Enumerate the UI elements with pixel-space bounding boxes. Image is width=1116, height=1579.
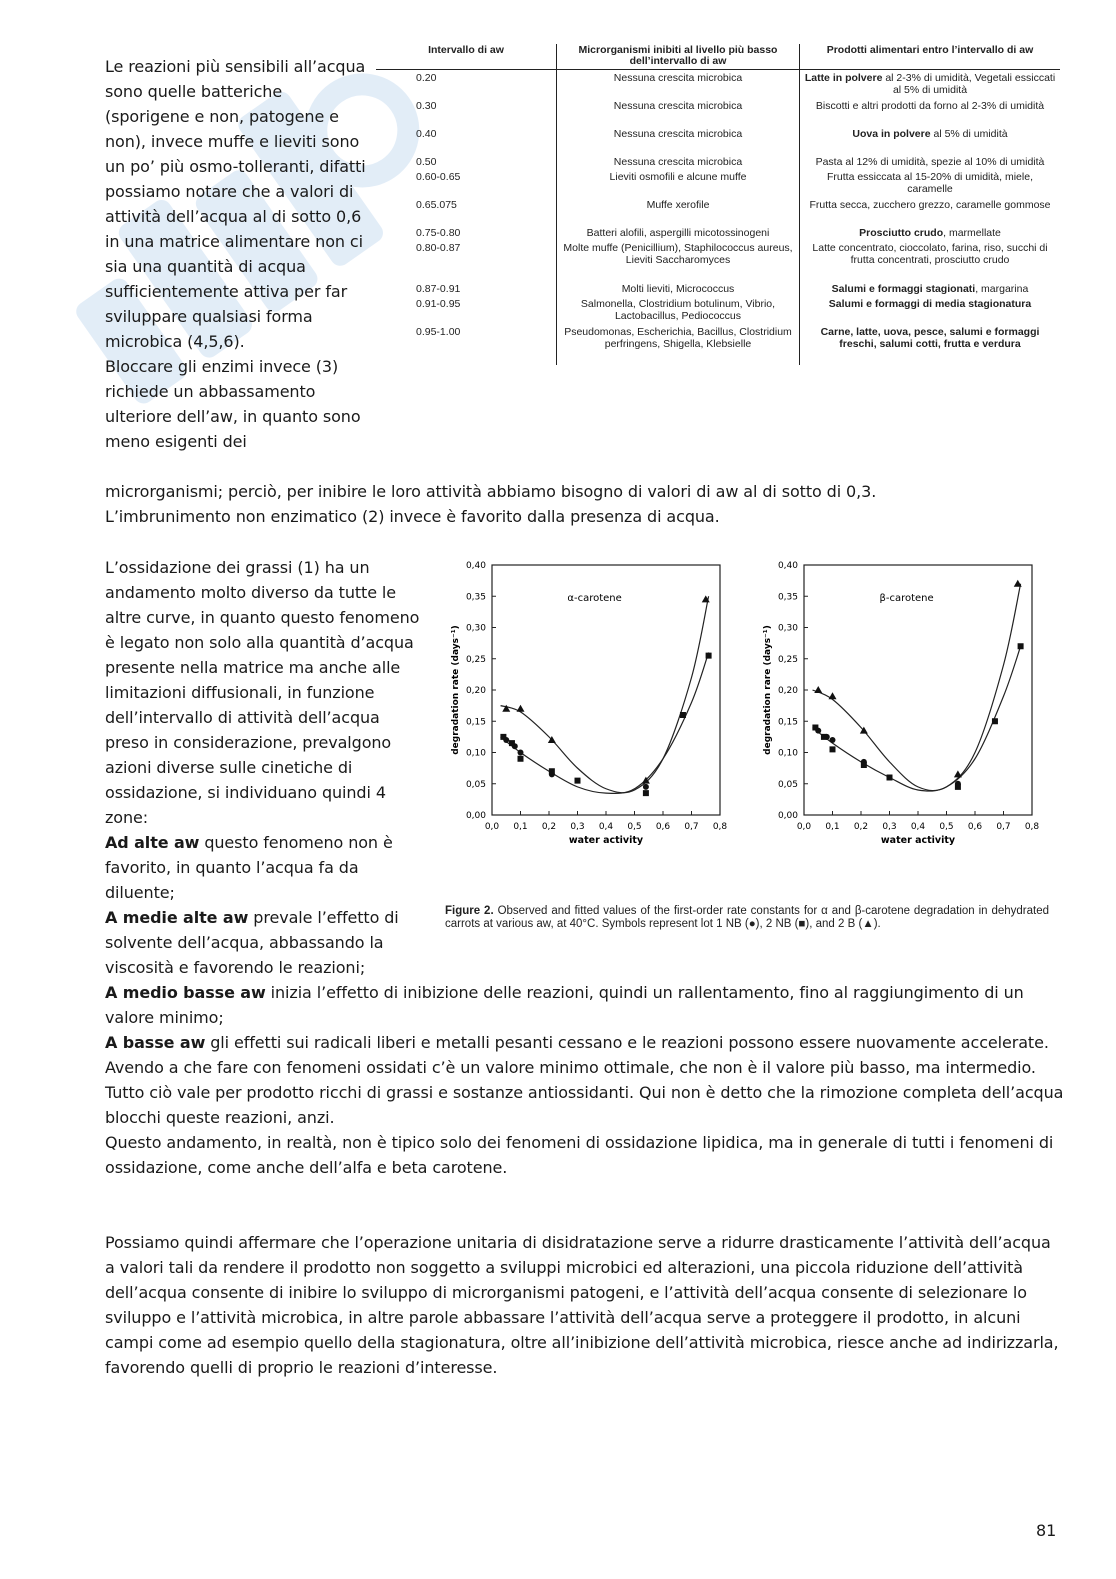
point-square xyxy=(643,790,649,796)
point-square xyxy=(706,653,712,659)
table-cell-products xyxy=(800,324,1061,365)
x-tick-label: 0,8 xyxy=(1024,822,1040,832)
point-triangle xyxy=(829,692,837,699)
products-value: , marmellate xyxy=(943,227,1001,239)
y-tick-label: 0,05 xyxy=(777,779,798,790)
products-bold: Latte in polvere xyxy=(804,72,883,84)
products-bold: Uova in polvere xyxy=(852,128,931,140)
y-axis-label: degradation rare (days⁻¹) xyxy=(763,625,773,755)
range-value: 0.91-0.95 xyxy=(416,298,461,310)
x-tick-label: 0,2 xyxy=(541,822,557,832)
point-triangle xyxy=(814,686,822,693)
table-row xyxy=(376,126,1060,154)
table-row xyxy=(376,197,1060,225)
page-number: 81 xyxy=(1036,1521,1057,1540)
range-value: 0.80-0.87 xyxy=(416,242,461,254)
point-square xyxy=(509,740,515,746)
y-tick-label: 0,40 xyxy=(465,561,486,571)
y-axis-label: degradation rate (days⁻¹) xyxy=(451,625,461,755)
table-cell-micro xyxy=(557,98,800,126)
x-tick-label: 0,7 xyxy=(996,822,1011,832)
micro-value: Pseudomonas, Escherichia, Bacillus, Clostridium perfringens, Shigella, Klebsielle xyxy=(564,326,792,350)
x-tick-label: 0,8 xyxy=(712,822,728,832)
point-triangle xyxy=(1014,580,1022,587)
figure-caption-label: Figure 2. xyxy=(445,905,494,917)
point-square xyxy=(955,784,961,790)
zone-mid-low-label: A medio basse aw xyxy=(105,983,266,1002)
table-cell-range xyxy=(376,225,557,240)
point-triangle xyxy=(954,770,962,777)
y-tick-label: 0,10 xyxy=(777,748,798,759)
y-tick-label: 0,15 xyxy=(465,717,486,728)
oxidation-intro: L’ossidazione dei grassi (1) ha un andamento molto diverso da tutte le altre curve, in quanto questo fenomeno è legato non solo alla quantità d’acqua presente nella matrice ma anche alle limitazioni diffusionali, in funzione dell’intervallo di attività dell’acqua preso in considerazione, prevalgono azioni diverse sulle cinetiche di ossidazione, si individuano quindi 4 zone: xyxy=(105,558,420,827)
table-cell-micro xyxy=(557,126,800,154)
x-tick-label: 0,4 xyxy=(598,822,614,832)
table-cell-range xyxy=(376,324,557,365)
products-bold: Salumi e formaggi stagionati xyxy=(831,283,976,295)
figure-caption xyxy=(445,905,1049,931)
range-value: 0.95-1.00 xyxy=(416,326,461,338)
range-value: 0.40 xyxy=(416,128,437,140)
table-cell-range xyxy=(376,126,557,154)
table-header-products: Prodotti alimentari entro l’intervallo di aw xyxy=(800,44,1061,70)
table-cell-products xyxy=(800,70,1061,99)
products-value: Pasta al 12% di umidità, spezie al 10% di umidità xyxy=(815,156,1045,168)
products-value: al 5% di umidità xyxy=(930,128,1008,140)
micro-value: Salmonella, Clostridium botulinum, Vibrio, Lactobacillus, Pediococcus xyxy=(580,298,776,322)
y-tick-label: 0,00 xyxy=(777,811,798,821)
intro-continuation xyxy=(105,479,1065,529)
table-cell-products xyxy=(800,296,1061,324)
oxidation-minimum: Avendo a che fare con fenomeni ossidati c’è un valore minimo ottimale, che non è il valore più basso, ma intermedio. Tutto ciò vale per prodotto ricchi di grassi e sostanze antiossidanti. Qui non è detto che la rimozione completa dell’acqua blocchi queste reazioni, anzi. xyxy=(105,1058,1064,1127)
conclusion-paragraph xyxy=(105,1230,1065,1380)
point-square xyxy=(830,746,836,752)
table-cell-products xyxy=(800,98,1061,126)
oxidation-section xyxy=(105,555,423,980)
table-row xyxy=(376,98,1060,126)
aw-table xyxy=(376,44,1060,365)
x-tick-label: 0,3 xyxy=(882,822,897,832)
zone-mid-high-text: prevale l’effetto di solvente dell’acqua, abbassando la viscosità e favorendo le reazioni; xyxy=(105,908,399,977)
point-square xyxy=(1018,643,1024,649)
point-circle xyxy=(830,737,836,743)
table-body xyxy=(376,70,1060,366)
micro-value: Muffe xerofile xyxy=(646,199,710,211)
table-cell-micro xyxy=(557,70,800,99)
intro-text-browning: L’imbrunimento non enzimatico (2) invece è favorito dalla presenza di acqua. xyxy=(105,507,720,526)
table-header-row xyxy=(376,44,1060,70)
table-cell-micro xyxy=(557,281,800,296)
zone-low-text: gli effetti sui radicali liberi e metalli pesanti cessano e le reazioni possono essere nuovamente accelerate. xyxy=(205,1033,1049,1052)
table-row xyxy=(376,225,1060,240)
table-cell-range xyxy=(376,98,557,126)
range-value: 0.65.075 xyxy=(416,199,457,211)
y-tick-label: 0,30 xyxy=(465,623,486,634)
table-row xyxy=(376,154,1060,169)
table-cell-micro xyxy=(557,240,800,281)
table-cell-micro xyxy=(557,225,800,240)
products-value: al 2-3% di umidità, Vegetali essiccati al 5% di umidità xyxy=(882,72,1056,96)
chart-title: α-carotene xyxy=(567,593,622,604)
table-cell-products xyxy=(800,169,1061,197)
table-cell-micro xyxy=(557,296,800,324)
table-row xyxy=(376,169,1060,197)
oxidation-general: Questo andamento, in realtà, non è tipico solo dei fenomeni di ossidazione lipidica, ma in generale di tutti i fenomeni di ossidazione, come anche dell’alfa e beta carotene. xyxy=(105,1133,1054,1177)
point-square xyxy=(992,718,998,724)
table-cell-range xyxy=(376,197,557,225)
oxidation-continuation xyxy=(105,980,1065,1180)
zone-mid-low-text: inizia l’effetto di inibizione delle reazioni, quindi un rallentamento, fino al raggiungimento di un valore minimo; xyxy=(105,983,1024,1027)
x-tick-label: 0,3 xyxy=(570,822,585,832)
products-bold: Carne, latte, uova, pesce, salumi e formaggi freschi, salumi cotti, frutta e verdura xyxy=(820,326,1040,350)
table-cell-range xyxy=(376,154,557,169)
range-value: 0.30 xyxy=(416,100,437,112)
y-tick-label: 0,35 xyxy=(465,592,486,603)
table-cell-products xyxy=(800,240,1061,281)
table-cell-range xyxy=(376,281,557,296)
y-tick-label: 0,35 xyxy=(777,592,798,603)
point-circle xyxy=(643,784,649,790)
point-square xyxy=(500,734,506,740)
range-value: 0.87-0.91 xyxy=(416,283,461,295)
intro-text-enzymes: Bloccare gli enzimi invece (3) richiede un abbassamento ulteriore dell’aw, in quanto sono meno esigenti dei xyxy=(105,357,361,451)
range-value: 0.60-0.65 xyxy=(416,171,461,183)
zone-mid-low xyxy=(105,980,1065,1030)
x-tick-label: 0,1 xyxy=(825,822,840,832)
y-tick-label: 0,00 xyxy=(465,811,486,821)
micro-value: Batteri alofili, aspergilli micotossinogeni xyxy=(586,227,770,239)
x-tick-label: 0,4 xyxy=(910,822,926,832)
point-square xyxy=(861,762,867,768)
alpha-carotene-chart xyxy=(440,555,740,855)
products-value: Frutta essiccata al 15-20% di umidità, miele, caramelle xyxy=(826,171,1033,195)
products-value: , margarina xyxy=(975,283,1029,295)
micro-value: Lieviti osmofili e alcune muffe xyxy=(609,171,747,183)
point-square xyxy=(518,756,524,762)
zone-high xyxy=(105,830,423,905)
products-value: Frutta secca, zucchero grezzo, caramelle gommose xyxy=(809,199,1051,211)
fit-curve xyxy=(813,584,1021,791)
zone-mid-high xyxy=(105,905,423,980)
point-square xyxy=(821,734,827,740)
products-bold: Prosciutto crudo xyxy=(859,227,944,239)
range-value: 0.20 xyxy=(416,72,437,84)
y-tick-label: 0,20 xyxy=(777,686,798,696)
micro-value: Nessuna crescita microbica xyxy=(613,72,743,84)
point-circle xyxy=(518,750,524,756)
table-row xyxy=(376,296,1060,324)
table-cell-products xyxy=(800,197,1061,225)
y-tick-label: 0,25 xyxy=(777,654,798,665)
point-square xyxy=(812,725,818,731)
table-cell-products xyxy=(800,154,1061,169)
point-triangle xyxy=(517,705,525,712)
zone-low xyxy=(105,1030,1065,1055)
x-axis-label: water activity xyxy=(568,835,644,846)
table-header-micro: Microrganismi inibiti al livello più basso dell’intervallo di aw xyxy=(557,44,800,70)
table-cell-micro xyxy=(557,324,800,365)
table-row xyxy=(376,70,1060,99)
table-row xyxy=(376,324,1060,365)
intro-text: Le reazioni più sensibili all’acqua sono quelle batteriche (sporigene e non, patogene e non), invece muffe e lieviti sono un po’ più osmo-tolleranti, difatti possiamo notare che a valori di attività dell’acqua al di sotto 0,6 in una matrice alimentare non ci sia una quantità di acqua sufficientemente attiva per far sviluppare qualsiasi forma microbica (4,5,6). xyxy=(105,57,366,351)
point-square xyxy=(575,778,581,784)
table-cell-products xyxy=(800,281,1061,296)
y-tick-label: 0,30 xyxy=(777,623,798,634)
micro-value: Molte muffe (Penicillium), Staphilococcus aureus, Lieviti Saccharomyces xyxy=(563,242,793,266)
beta-carotene-chart xyxy=(752,555,1052,855)
zone-low-label: A basse aw xyxy=(105,1033,206,1052)
table-header-range: Intervallo di aw xyxy=(376,44,557,70)
intro-paragraph xyxy=(105,54,367,454)
y-tick-label: 0,20 xyxy=(465,686,486,696)
table-cell-products xyxy=(800,126,1061,154)
x-tick-label: 0,0 xyxy=(796,822,812,832)
x-tick-label: 0,5 xyxy=(939,822,954,832)
range-value: 0.75-0.80 xyxy=(416,227,461,239)
zone-mid-high-label: A medie alte aw xyxy=(105,908,249,927)
x-tick-label: 0,2 xyxy=(853,822,869,832)
x-tick-label: 0,6 xyxy=(655,822,671,832)
figure-caption-text: Observed and fitted values of the first-order rate constants for α and β-carotene degradation in dehydrated carrots at various aw, at 40°C. Symbols represent lot 1 NB (●), 2 NB (■), and 2 B (▲). xyxy=(445,905,1049,930)
table-cell-range xyxy=(376,70,557,99)
zone-high-label: Ad alte aw xyxy=(105,833,200,852)
point-square xyxy=(680,712,686,718)
x-tick-label: 0,6 xyxy=(967,822,983,832)
x-tick-label: 0,0 xyxy=(484,822,500,832)
micro-value: Nessuna crescita microbica xyxy=(613,128,743,140)
point-square xyxy=(549,768,555,774)
micro-value: Molti lieviti, Micrococcus xyxy=(621,283,735,295)
y-tick-label: 0,25 xyxy=(465,654,486,665)
y-tick-label: 0,15 xyxy=(777,717,798,728)
chart-title: β-carotene xyxy=(879,593,934,604)
table-row xyxy=(376,281,1060,296)
micro-value: Nessuna crescita microbica xyxy=(613,100,743,112)
intro-text-micro: microrganismi; perciò, per inibire le loro attività abbiamo bisogno di valori di aw al di sotto di 0,3. xyxy=(105,482,877,501)
table-cell-micro xyxy=(557,169,800,197)
fit-curve xyxy=(501,596,709,793)
table-cell-micro xyxy=(557,197,800,225)
x-tick-label: 0,1 xyxy=(513,822,528,832)
table-cell-range xyxy=(376,240,557,281)
x-axis-label: water activity xyxy=(880,835,956,846)
products-value: Biscotti e altri prodotti da forno al 2-3% di umidità xyxy=(815,100,1045,112)
range-value: 0.50 xyxy=(416,156,437,168)
table-cell-range xyxy=(376,169,557,197)
table-cell-micro xyxy=(557,154,800,169)
micro-value: Nessuna crescita microbica xyxy=(613,156,743,168)
fit-curve xyxy=(813,646,1021,791)
table-cell-range xyxy=(376,296,557,324)
products-bold: Salumi e formaggi di media stagionatura xyxy=(828,298,1032,310)
y-tick-label: 0,10 xyxy=(465,748,486,759)
point-square xyxy=(887,775,893,781)
y-tick-label: 0,40 xyxy=(777,561,798,571)
x-tick-label: 0,7 xyxy=(684,822,699,832)
table-row xyxy=(376,240,1060,281)
products-value: Latte concentrato, cioccolato, farina, riso, succhi di frutta concentrati, prosciutto crudo xyxy=(812,242,1048,266)
table-cell-products xyxy=(800,225,1061,240)
y-tick-label: 0,05 xyxy=(465,779,486,790)
zone-high-text: questo fenomeno non è favorito, in quanto l’acqua fa da diluente; xyxy=(105,833,393,902)
conclusion-text: Possiamo quindi affermare che l’operazione unitaria di disidratazione serve a ridurre drasticamente l’attività dell’acqua a valori tali da rendere il prodotto non soggetto a sviluppi microbici ed alterazioni, una piccola riduzione dell’attività dell’acqua consente di inibire lo sviluppo di microrganismi patogeni, e l’attività dell’acqua consente di selezionare lo sviluppo e l’attività microbica, in altre parole abbassare l’attività dell’acqua serve a proteggere il prodotto, in alcuni campi come ad esempio quello della stagionatura, oltre all’inibizione dell’attività microbica, riesce anche ad indirizzarla, favorendo quelli di proprio le reazioni d’interesse. xyxy=(105,1233,1059,1377)
x-tick-label: 0,5 xyxy=(627,822,642,832)
